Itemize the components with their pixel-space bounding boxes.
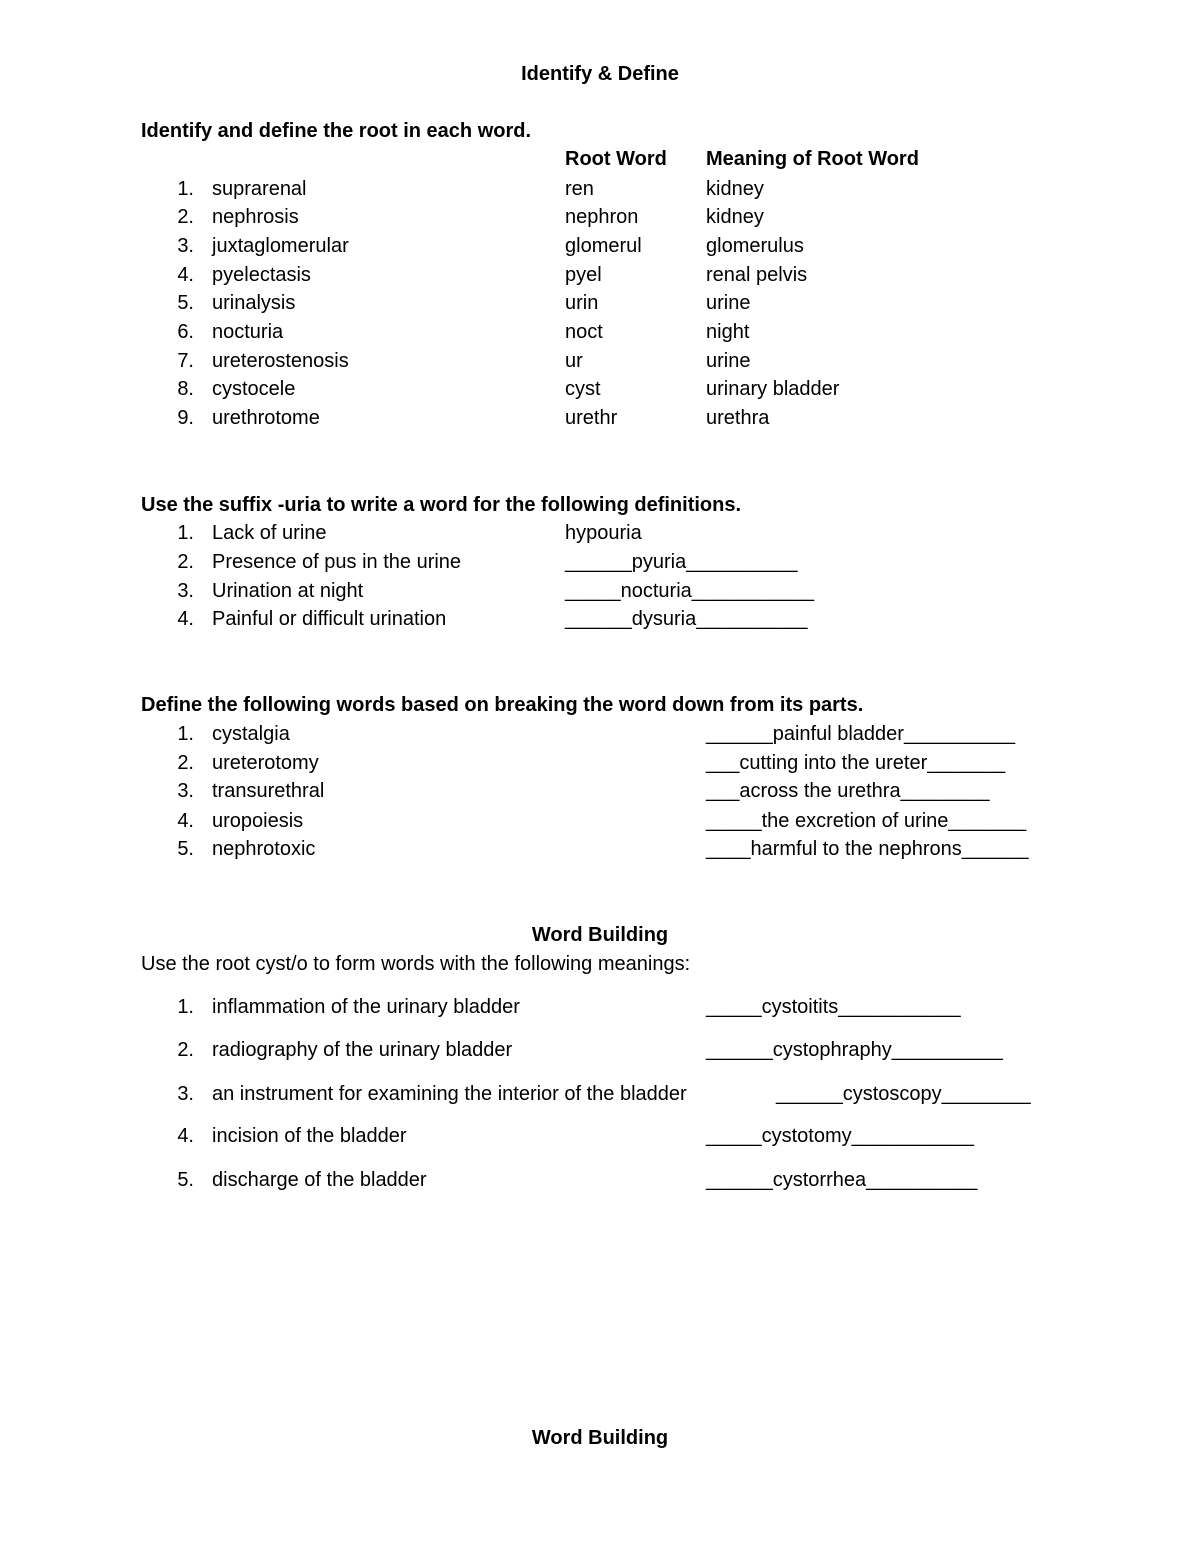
page-title: Identify & Define bbox=[521, 63, 679, 85]
term: uropoiesis bbox=[212, 810, 304, 832]
root-word: ren bbox=[565, 178, 594, 200]
root-word: urin bbox=[565, 292, 599, 314]
term: cystocele bbox=[212, 378, 296, 400]
item-number: 1. bbox=[177, 723, 194, 745]
definition: Painful or difficult urination bbox=[212, 608, 447, 630]
term: nocturia bbox=[212, 321, 284, 343]
answer: ___across the urethra________ bbox=[706, 780, 990, 802]
answer: ______dysuria__________ bbox=[565, 608, 808, 630]
meaning: inflammation of the urinary bladder bbox=[212, 996, 520, 1018]
item-number: 5. bbox=[177, 292, 194, 314]
root-meaning: glomerulus bbox=[706, 235, 804, 257]
section1-instruction: Identify and define the root in each word. bbox=[141, 120, 532, 142]
term: juxtaglomerular bbox=[212, 235, 349, 257]
root-word: cyst bbox=[565, 378, 601, 400]
meaning: radiography of the urinary bladder bbox=[212, 1039, 513, 1061]
answer: _____nocturia___________ bbox=[565, 580, 815, 602]
column-header-root-word: Root Word bbox=[565, 148, 667, 170]
item-number: 2. bbox=[177, 752, 194, 774]
meaning: discharge of the bladder bbox=[212, 1169, 427, 1191]
root-word: nephron bbox=[565, 206, 639, 228]
item-number: 1. bbox=[177, 522, 194, 544]
definition: Urination at night bbox=[212, 580, 364, 602]
item-number: 4. bbox=[177, 1125, 194, 1147]
item-number: 7. bbox=[177, 350, 194, 372]
footer-heading: Word Building bbox=[531, 1427, 669, 1449]
definition: Presence of pus in the urine bbox=[212, 551, 462, 573]
answer: ______pyuria__________ bbox=[565, 551, 798, 573]
term: urinalysis bbox=[212, 292, 296, 314]
item-number: 3. bbox=[177, 235, 194, 257]
answer: ______painful bladder__________ bbox=[706, 723, 1016, 745]
term: ureterostenosis bbox=[212, 350, 349, 372]
item-number: 2. bbox=[177, 206, 194, 228]
item-number: 6. bbox=[177, 321, 194, 343]
item-number: 5. bbox=[177, 838, 194, 860]
term: ureterotomy bbox=[212, 752, 319, 774]
meaning: incision of the bladder bbox=[212, 1125, 407, 1147]
item-number: 2. bbox=[177, 551, 194, 573]
item-number: 9. bbox=[177, 407, 194, 429]
root-word: glomerul bbox=[565, 235, 642, 257]
term: pyelectasis bbox=[212, 264, 311, 286]
item-number: 8. bbox=[177, 378, 194, 400]
answer: _____cystotomy___________ bbox=[706, 1125, 974, 1147]
section3-instruction: Define the following words based on breaking the word down from its parts. bbox=[141, 694, 864, 716]
root-meaning: kidney bbox=[706, 206, 764, 228]
item-number: 4. bbox=[177, 608, 194, 630]
item-number: 3. bbox=[177, 580, 194, 602]
root-meaning: urinary bladder bbox=[706, 378, 840, 400]
definition: Lack of urine bbox=[212, 522, 327, 544]
term: suprarenal bbox=[212, 178, 307, 200]
section4-instruction: Use the root cyst/o to form words with the following meanings: bbox=[141, 953, 691, 975]
root-word: ur bbox=[565, 350, 583, 372]
root-meaning: renal pelvis bbox=[706, 264, 808, 286]
term: nephrotoxic bbox=[212, 838, 316, 860]
root-meaning: urethra bbox=[706, 407, 770, 429]
root-meaning: urine bbox=[706, 292, 751, 314]
meaning: an instrument for examining the interior of the bladder bbox=[212, 1083, 687, 1105]
answer: ___cutting into the ureter_______ bbox=[706, 752, 1006, 774]
section2-instruction: Use the suffix -uria to write a word for the following definitions. bbox=[141, 494, 742, 516]
root-word: noct bbox=[565, 321, 603, 343]
answer: _____the excretion of urine_______ bbox=[706, 810, 1027, 832]
item-number: 1. bbox=[177, 178, 194, 200]
root-meaning: night bbox=[706, 321, 750, 343]
item-number: 3. bbox=[177, 780, 194, 802]
term: transurethral bbox=[212, 780, 325, 802]
item-number: 5. bbox=[177, 1169, 194, 1191]
answer: ______cystophraphy__________ bbox=[706, 1039, 1003, 1061]
root-word: urethr bbox=[565, 407, 618, 429]
item-number: 2. bbox=[177, 1039, 194, 1061]
item-number: 4. bbox=[177, 810, 194, 832]
root-word: pyel bbox=[565, 264, 602, 286]
answer: hypouria bbox=[565, 522, 642, 544]
column-header-meaning: Meaning of Root Word bbox=[706, 148, 919, 170]
answer: _____cystoitits___________ bbox=[706, 996, 961, 1018]
item-number: 3. bbox=[177, 1083, 194, 1105]
word-building-heading: Word Building bbox=[531, 924, 669, 946]
term: cystalgia bbox=[212, 723, 290, 745]
root-meaning: urine bbox=[706, 350, 751, 372]
root-meaning: kidney bbox=[706, 178, 764, 200]
answer: ____harmful to the nephrons______ bbox=[706, 838, 1029, 860]
item-number: 1. bbox=[177, 996, 194, 1018]
term: urethrotome bbox=[212, 407, 320, 429]
answer: ______cystoscopy________ bbox=[776, 1083, 1031, 1105]
answer: ______cystorrhea__________ bbox=[706, 1169, 978, 1191]
item-number: 4. bbox=[177, 264, 194, 286]
term: nephrosis bbox=[212, 206, 299, 228]
